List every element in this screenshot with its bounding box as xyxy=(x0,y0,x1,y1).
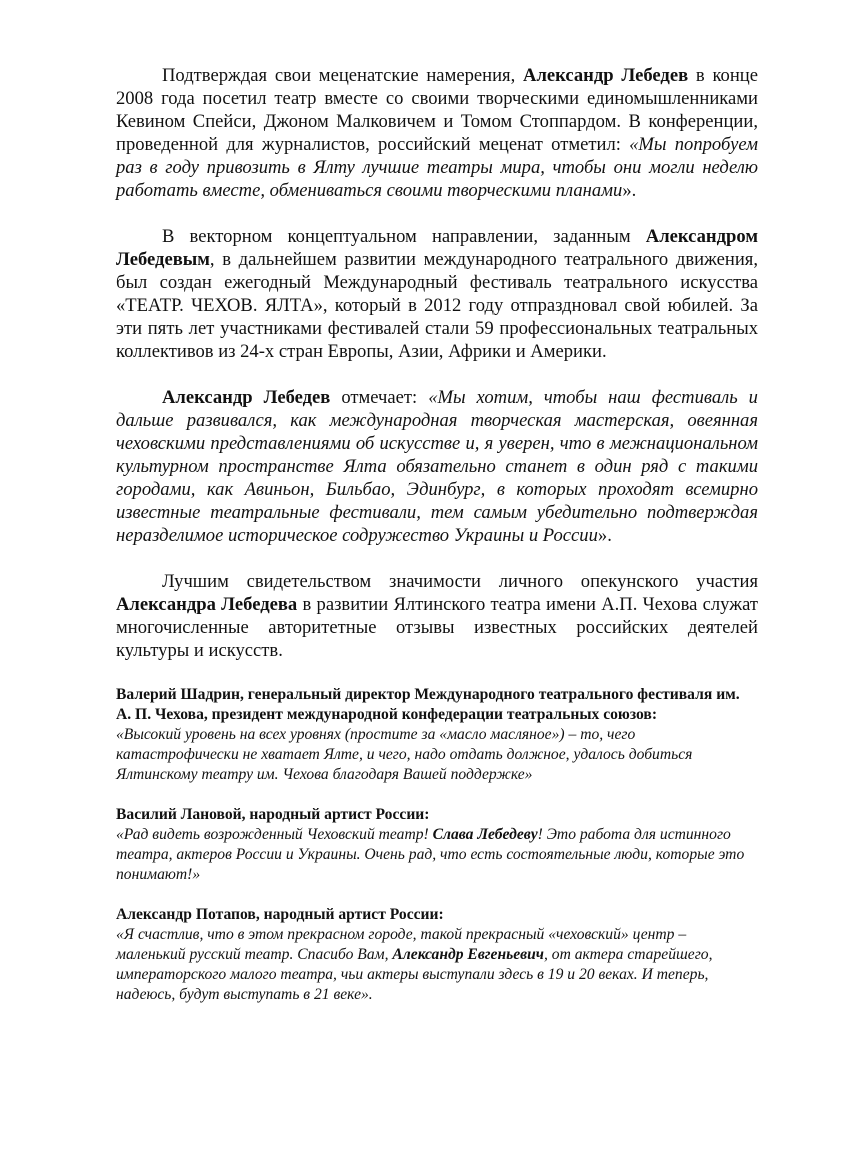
testimonial-shadrin xyxy=(116,685,758,785)
name-bold: Александра Лебедева xyxy=(116,594,298,615)
paragraph-4 xyxy=(116,570,758,662)
testimonial-lanovoy xyxy=(116,805,758,885)
testimonial-quote: «Рад видеть возрожденный Чеховский театр! xyxy=(116,826,433,843)
name-bold: Александр Лебедев xyxy=(523,65,689,86)
paragraph-text: В векторном концептуальном направлении, заданным xyxy=(162,226,646,247)
testimonial-quote: , от актера старейшего, императорского малого театра, чьи актеры выступали здесь в 19 и 20 веках. И теперь, надеюсь, будут выступать в 21 веке». xyxy=(116,946,713,1003)
testimonial-potapov xyxy=(116,905,758,1005)
paragraph-text: ». xyxy=(597,525,612,546)
name-bold: Слава Лебедеву xyxy=(432,826,538,843)
testimonial-quote: «Я счастлив, что в этом прекрасном городе, такой прекрасный «чеховский» центр – маленький русский театр. Спасибо Вам, xyxy=(116,926,687,963)
paragraph-text: отмечает: xyxy=(330,387,429,408)
testimonial-author: Валерий Шадрин, генеральный директор Международного театрального фестиваля им. А. П. Чехова, президент международной конфедерации театральных союзов: xyxy=(116,686,740,723)
paragraph-text: , в дальнейшем развитии международного театрального движения, был создан ежегодный Международный фестиваль театрального искусства «ТЕАТР. ЧЕХОВ. ЯЛТА», который в 2012 году отпраздновал свой юбилей. За эти пять лет участниками фестивалей стали 59 профессиональных театральных коллективов из 24-х стран Европы, Азии, Африки и Америки. xyxy=(116,249,758,362)
paragraph-text: ». xyxy=(622,180,637,201)
testimonial-text xyxy=(116,825,758,885)
quote-italic: «Мы попробуем раз в году привозить в Ялту лучшие театры мира, чтобы они могли неделю работать вместе, обмениваться своими творческими планами xyxy=(116,134,758,201)
paragraph-3 xyxy=(116,386,758,547)
testimonials xyxy=(116,685,758,1005)
paragraph-1 xyxy=(116,64,758,202)
testimonial-author: Василий Лановой, народный артист России: xyxy=(116,806,430,823)
quote-italic: «Мы хотим, чтобы наш фестиваль и дальше развивался, как международная творческая мастерская, овеянная чеховскими представлениями об искусстве и, я уверен, что в межнациональном культурном пространстве Ялта обязательно станет в один ряд с такими городами, как Авиньон, Бильбао, Эдинбург, в которых проходят всемирно известные театральные фестивали, тем самым убедительно подтверждая неразделимое историческое содружество Украины и России xyxy=(116,387,758,546)
testimonial-quote: «Высокий уровень на всех уровнях (простите за «масло масляное») – то, чего катастрофически не хватает Ялте, и чего, надо отдать должное, удалось добиться Ялтинскому театру им. Чехова благодаря Вашей поддержке» xyxy=(116,726,693,783)
testimonial-author: Александр Потапов, народный артист России: xyxy=(116,906,444,923)
testimonial-text xyxy=(116,925,758,1005)
testimonial-quote: ! Это работа для истинного театра, актеров России и Украины. Очень рад, что есть состоятельные люди, которые это понимают!» xyxy=(116,826,745,883)
paragraph-text: в конце 2008 года посетил театр вместе со своими творческими единомышленниками Кевином Спейси, Джоном Малковичем и Томом Стоппардом. В конференции, проведенной для журналистов, российский меценат отметил: xyxy=(116,65,759,155)
paragraph-text: в развитии Ялтинского театра имени А.П. Чехова служат многочисленные авторитетные отзывы известных российских деятелей культуры и искусств. xyxy=(116,594,758,661)
document-body xyxy=(116,64,758,1025)
paragraph-text: Подтверждая свои меценатские намерения, xyxy=(162,65,524,86)
paragraph-2 xyxy=(116,225,758,363)
name-bold: Александр Лебедев xyxy=(162,387,331,408)
name-bold: Александром Лебедевым xyxy=(116,226,758,270)
paragraph-text: Лучшим свидетельством значимости личного опекунского участия xyxy=(162,571,758,592)
name-bold: Александр Евгеньевич xyxy=(392,946,544,963)
testimonial-text xyxy=(116,725,758,785)
